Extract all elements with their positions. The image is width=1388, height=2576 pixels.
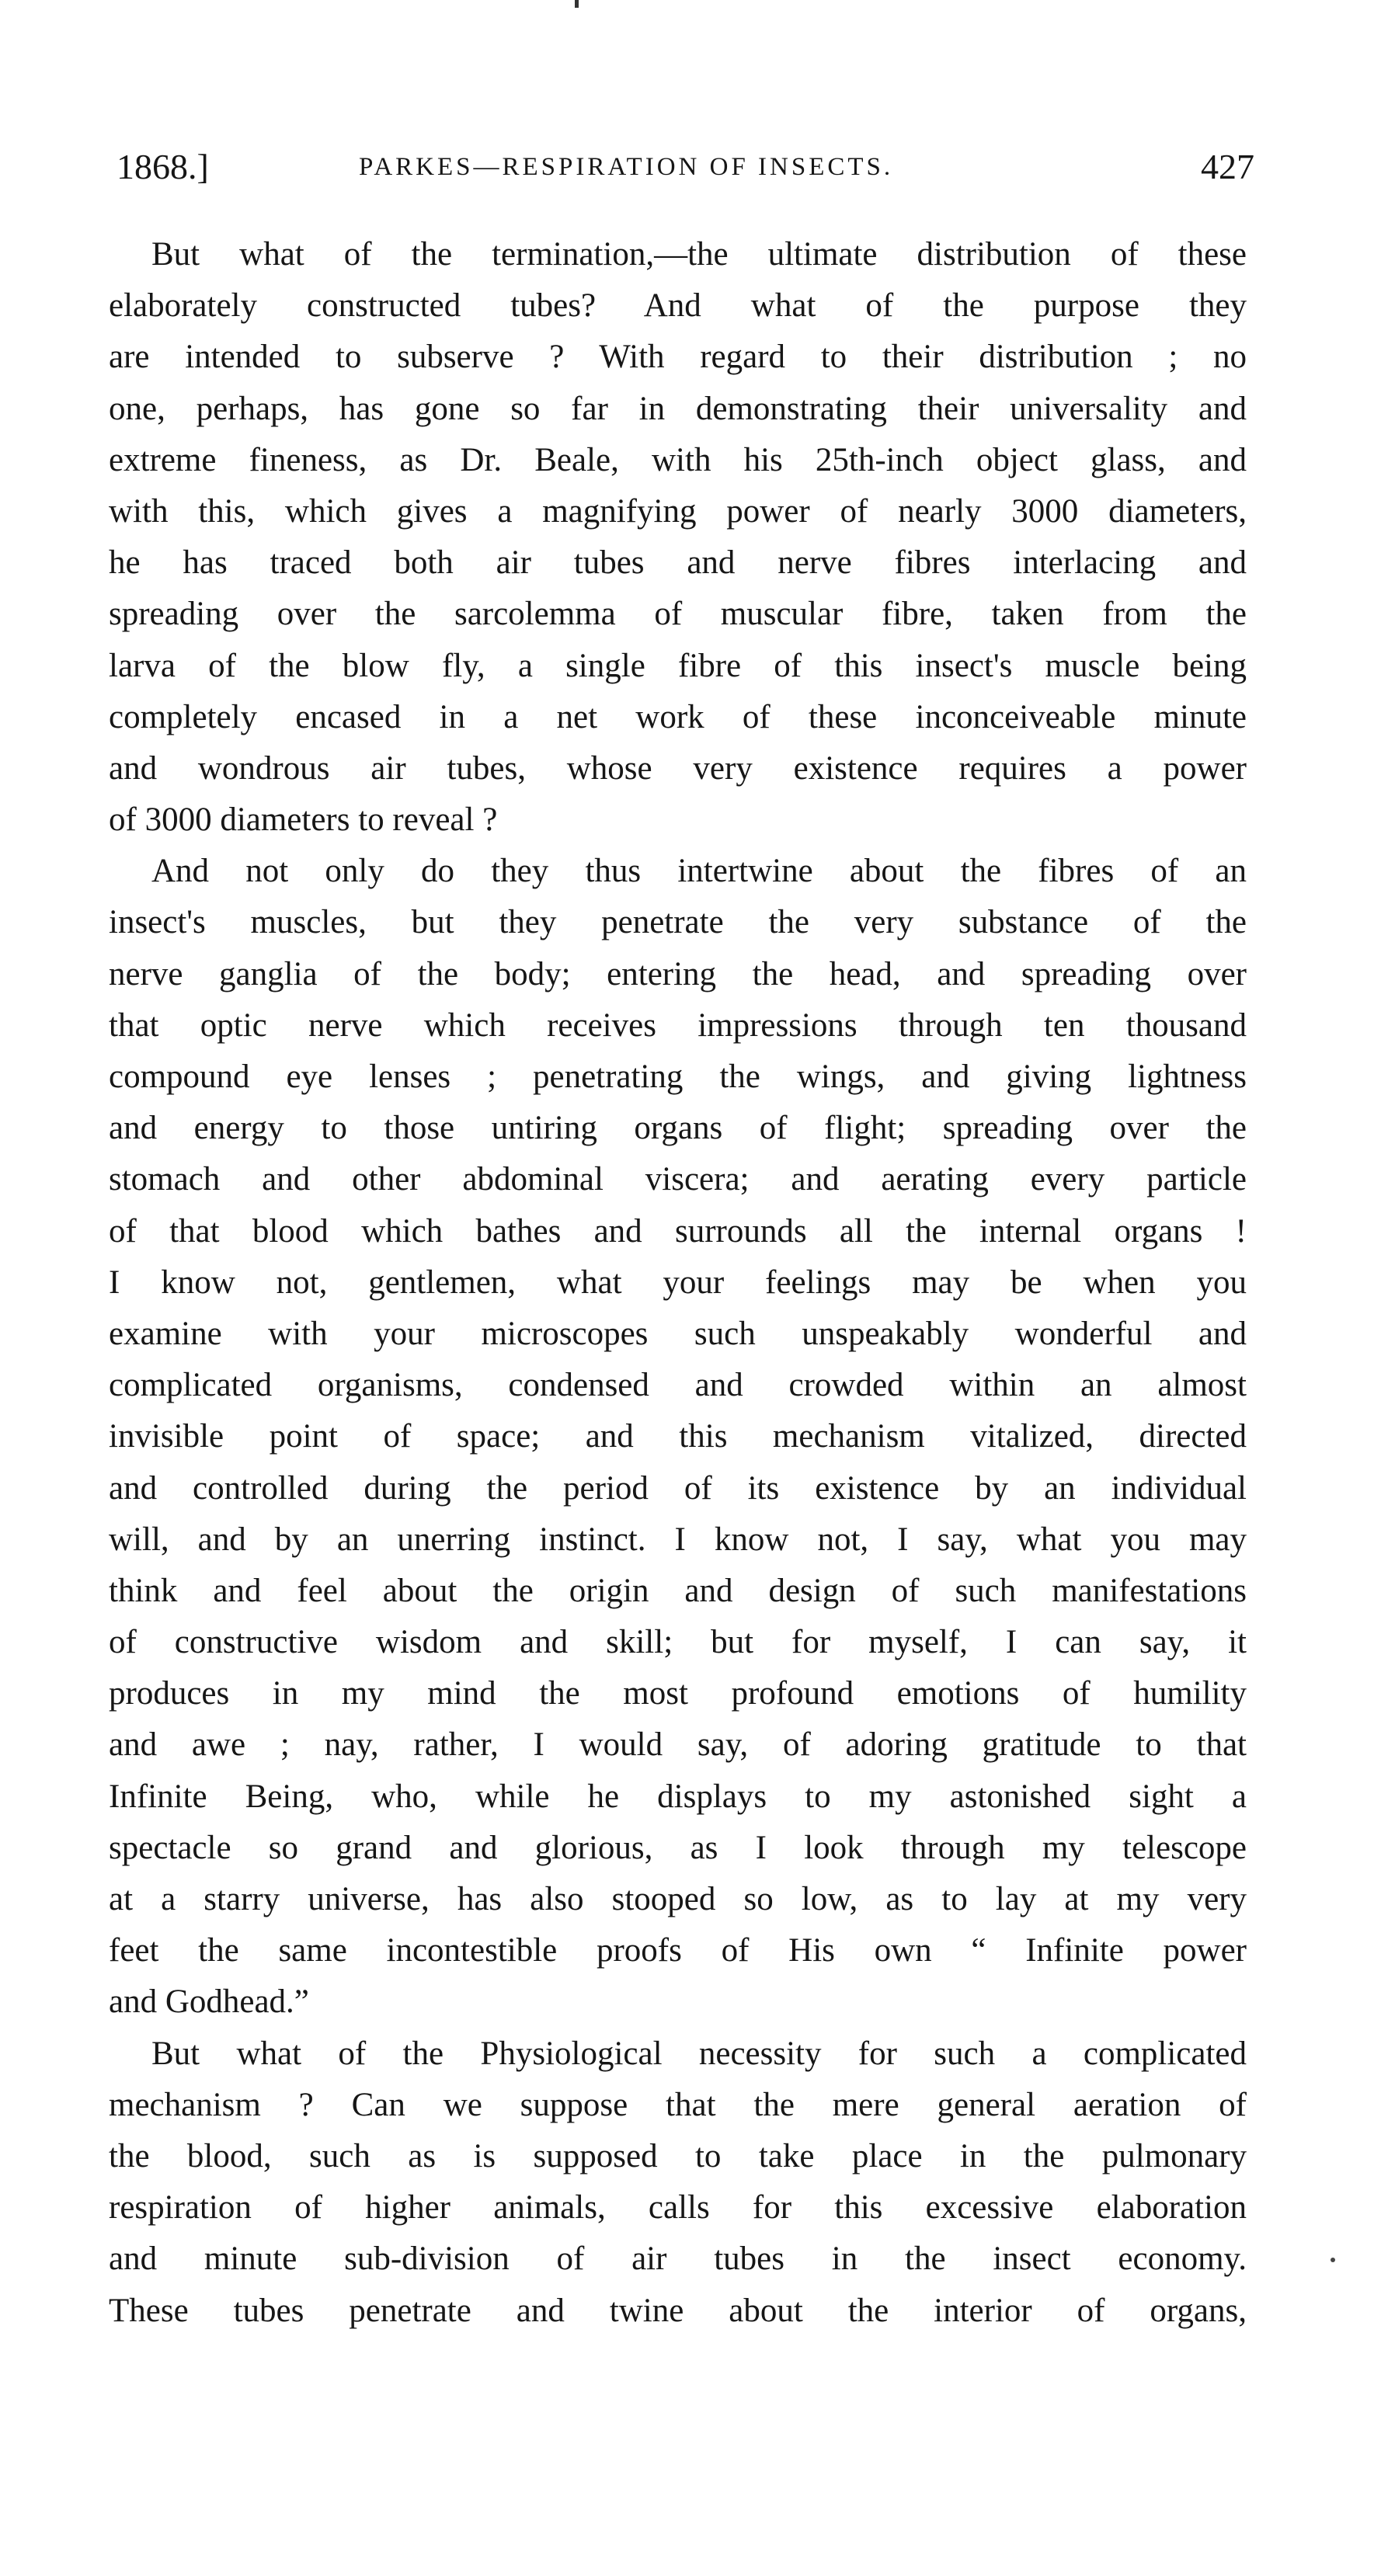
text-line: and energy to those untiring organs of flight; spreading over the: [109, 1110, 1247, 1147]
text-line: invisible point of space; and this mechanism vitalized, directed: [109, 1418, 1247, 1455]
text-line: and wondrous air tubes, whose very existence requires a power: [109, 749, 1247, 787]
text-line: and minute sub-division of air tubes in the insect economy.: [109, 2241, 1247, 2278]
text-line: produces in my mind the most profound emotions of humility: [109, 1675, 1247, 1712]
text-line: think and feel about the origin and design of such manifestations: [109, 1572, 1247, 1609]
header-title: PARKES—RESPIRATION OF INSECTS.: [359, 153, 894, 181]
header-year: 1868.]: [117, 147, 209, 186]
text-line: at a starry universe, has also stooped so low, as to lay at my very: [109, 1881, 1247, 1917]
text-line: elaborately constructed tubes? And what of the purpose they: [109, 287, 1247, 325]
text-line: mechanism ? Can we suppose that the mere general aeration of: [109, 2086, 1247, 2123]
text-line: insect's muscles, but they penetrate the very substance of the: [109, 904, 1247, 941]
text-line: will, and by an unerring instinct. I know not, I say, what you may: [109, 1521, 1247, 1558]
text-line: stomach and other abdominal viscera; and aerating every particle: [109, 1161, 1247, 1198]
text-line: completely encased in a net work of these inconceiveable minute: [109, 698, 1247, 735]
text-line: spreading over the sarcolemma of muscular fibre, taken from the: [109, 596, 1247, 633]
text-line: compound eye lenses ; penetrating the wings, and giving lightness: [109, 1059, 1247, 1095]
text-line: one, perhaps, has gone so far in demonstrating their universality and: [109, 390, 1247, 427]
text-line: are intended to subserve ? With regard to their distribution ; no: [109, 339, 1247, 376]
text-line: feet the same incontestible proofs of His own “ Infinite power: [109, 1932, 1247, 1969]
text-line: that optic nerve which receives impressions through ten thousand: [109, 1006, 1247, 1044]
text-line: extreme fineness, as Dr. Beale, with his 25th-inch object glass, and: [109, 441, 1247, 478]
running-header: [117, 144, 1254, 190]
text-line: examine with your microscopes such unspeakably wonderful and: [109, 1315, 1247, 1352]
text-line: These tubes penetrate and twine about the interior of organs,: [109, 2292, 1247, 2329]
text-line: of 3000 diameters to reveal ?: [109, 801, 498, 839]
text-line: complicated organisms, condensed and crowded within an almost: [109, 1367, 1247, 1404]
page-number: 427: [1201, 147, 1254, 186]
text-line: of constructive wisdom and skill; but for myself, I can say, it: [109, 1624, 1247, 1661]
body-text: [109, 229, 1247, 2337]
text-line: and controlled during the period of its existence by an individual: [109, 1469, 1247, 1507]
text-line: the blood, such as is supposed to take place in the pulmonary: [109, 2137, 1247, 2174]
text-line: of that blood which bathes and surrounds all the internal organs !: [109, 1212, 1247, 1250]
text-line: nerve ganglia of the body; entering the head, and spreading over: [109, 955, 1247, 993]
text-line: But what of the Physiological necessity for such a complicated: [151, 2035, 1247, 2072]
text-line: with this, which gives a magnifying power of nearly 3000 diameters,: [109, 492, 1247, 530]
text-line: Infinite Being, who, while he displays to my astonished sight a: [109, 1778, 1247, 1815]
text-line: and awe ; nay, rather, I would say, of adoring gratitude to that: [109, 1726, 1247, 1764]
text-line: spectacle so grand and glorious, as I look through my telescope: [109, 1829, 1247, 1866]
print-speck: [575, 0, 579, 8]
text-line: respiration of higher animals, calls for this excessive elaboration: [109, 2189, 1247, 2227]
text-line: And not only do they thus intertwine about the fibres of an: [151, 853, 1247, 890]
text-line: he has traced both air tubes and nerve fibres interlacing and: [109, 544, 1247, 582]
print-speck: [1331, 2258, 1335, 2262]
text-line: But what of the termination,—the ultimate distribution of these: [151, 236, 1247, 273]
text-line: larva of the blow fly, a single fibre of this insect's muscle being: [109, 647, 1247, 684]
text-line: and Godhead.”: [109, 1983, 309, 2021]
text-line: I know not, gentlemen, what your feelings may be when you: [109, 1264, 1247, 1301]
